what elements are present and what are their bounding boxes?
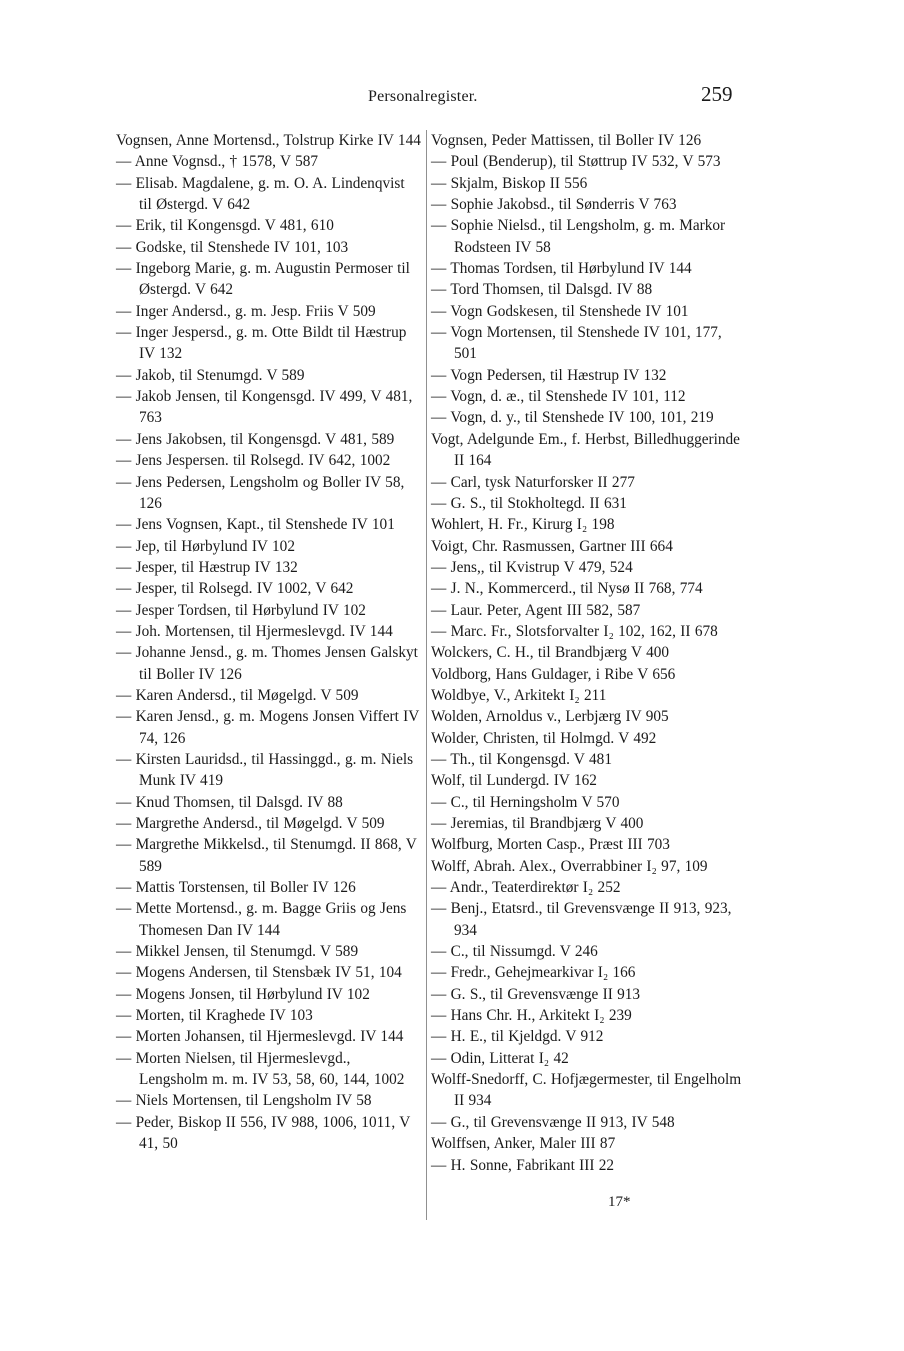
index-entry: Wolden, Arnoldus v., Lerbjærg IV 905 — [431, 708, 669, 726]
index-entry: — Carl, tysk Naturforsker II 277 — [431, 473, 635, 491]
index-entry: — Jesper, til Hæstrup IV 132 — [116, 558, 298, 576]
index-entry: Vogt, Adelgunde Em., f. Herbst, Billedhuggerinde II 164 — [431, 430, 740, 470]
index-entry: — Jeremias, til Brandbjærg V 400 — [431, 815, 644, 832]
index-entry: — Inger Andersd., g. m. Jesp. Friis V 509 — [116, 302, 376, 320]
index-entry: — Joh. Mortensen, til Hjermeslevgd. IV 144 — [116, 622, 393, 640]
index-entry: — Jep, til Hørbylund IV 102 — [116, 537, 295, 555]
index-entry: Woldbye, V., Arkitekt I₂ 211 — [431, 686, 607, 704]
index-entry: — G., til Grevensvænge II 913, IV 548 — [431, 1113, 675, 1131]
index-entry: — Jens Jespersen. til Rolsegd. IV 642, 1002 — [116, 452, 391, 470]
index-entry: — Vogn Mortensen, til Stenshede IV 101, 177, 501 — [431, 324, 722, 363]
index-entry: — Vogn, d. y., til Stenshede IV 100, 101, 219 — [431, 409, 714, 427]
index-entry: — Jesper, til Rolsegd. IV 1002, V 642 — [116, 580, 354, 598]
index-entry: — Niels Mortensen, til Lengsholm IV 58 — [116, 1092, 372, 1110]
index-entry: — Godske, til Stenshede IV 101, 103 — [116, 238, 349, 256]
index-entry: Wolder, Christen, til Holmgd. V 492 — [431, 729, 657, 747]
index-entry: — Thomas Tordsen, til Hørbylund IV 144 — [431, 260, 692, 278]
index-entry: — Vogn Godskesen, til Stenshede IV 101 — [431, 302, 689, 320]
index-entry: — Mogens Andersen, til Stensbæk IV 51, 104 — [116, 964, 402, 982]
index-entry: — Jens Pedersen, Lengsholm og Boller IV 58, 126 — [116, 473, 405, 512]
index-entry: — Mogens Jonsen, til Hørbylund IV 102 — [116, 985, 370, 1003]
index-entry: — Karen Andersd., til Møgelgd. V 509 — [116, 686, 359, 704]
index-entry: — Jens,, til Kvistrup V 479, 524 — [431, 558, 633, 576]
index-entry: — G. S., til Grevensvænge II 913 — [431, 985, 641, 1003]
index-entry: — C., til Herningsholm V 570 — [431, 793, 620, 811]
index-entry: — Tord Thomsen, til Dalsgd. IV 88 — [431, 281, 653, 299]
index-entry: — Mette Mortensd., g. m. Bagge Griis og Jens Thomesen Dan IV 144 — [116, 900, 407, 939]
left-column — [116, 130, 421, 1155]
index-entry: — Jakob Jensen, til Kongensgd. IV 499, V 481, 763 — [116, 388, 413, 427]
index-entry: — Vogn Pedersen, til Hæstrup IV 132 — [431, 366, 667, 384]
index-entry: — Johanne Jensd., g. m. Thomes Jensen Galskyt til Boller IV 126 — [116, 644, 418, 683]
index-entry: — Mikkel Jensen, til Stenumgd. V 589 — [116, 943, 359, 961]
page-header — [0, 82, 904, 112]
running-title: Personalregister. — [368, 88, 478, 105]
index-entry: — Andr., Teaterdirektør I₂ 252 — [431, 879, 621, 897]
index-entry: — H. Sonne, Fabrikant III 22 — [431, 1156, 615, 1174]
index-entry: — Anne Vognsd., † 1578, V 587 — [116, 153, 319, 171]
index-entry: Wohlert, H. Fr., Kirurg I₂ 198 — [431, 516, 615, 534]
index-entry: — Jakob, til Stenumgd. V 589 — [116, 366, 305, 384]
index-entry: Vognsen, Peder Mattissen, til Boller IV 126 — [431, 132, 702, 149]
index-entry: — Knud Thomsen, til Dalsgd. IV 88 — [116, 793, 343, 811]
index-entry: — Kirsten Lauridsd., til Hassinggd., g. m. Niels Munk IV 419 — [116, 750, 414, 790]
index-entry: Voldborg, Hans Guldager, i Ribe V 656 — [431, 665, 676, 683]
index-entry: Wolffsen, Anker, Maler III 87 — [431, 1135, 616, 1153]
index-entry: — Karen Jensd., g. m. Mogens Jonsen Viffert IV 74, 126 — [116, 708, 420, 747]
index-entry: Wolckers, C. H., til Brandbjærg V 400 — [431, 644, 670, 662]
index-entry: — Vogn, d. æ., til Stenshede IV 101, 112 — [431, 388, 686, 406]
index-entry: Vognsen, Anne Mortensd., Tolstrup Kirke IV 144 — [116, 132, 421, 149]
index-entry: — Margrethe Andersd., til Møgelgd. V 509 — [116, 815, 385, 832]
index-entry: — Jens Vognsen, Kapt., til Stenshede IV 101 — [116, 516, 395, 534]
index-entry: — Poul (Benderup), til Støttrup IV 532, V 573 — [431, 153, 721, 171]
index-entry: — H. E., til Kjeldgd. V 912 — [431, 1028, 604, 1046]
signature-mark: 17* — [608, 1194, 631, 1210]
page-number: 259 — [701, 82, 733, 106]
index-entry: — Elisab. Magdalene, g. m. O. A. Lindenqvist til Østergd. V 642 — [116, 174, 405, 214]
index-entry: — Inger Jespersd., g. m. Otte Bildt til Hæstrup IV 132 — [116, 324, 407, 363]
index-entry: Wolff-Snedorff, C. Hofjægermester, til Engelholm II 934 — [431, 1071, 742, 1110]
column-divider — [426, 130, 427, 1220]
index-entry: Wolf, til Lundergd. IV 162 — [431, 772, 597, 790]
index-entry: — Fredr., Gehejmearkivar I₂ 166 — [431, 964, 636, 982]
index-entry: — Margrethe Mikkelsd., til Stenumgd. II 868, V 589 — [116, 836, 417, 875]
index-entry: — Sophie Nielsd., til Lengsholm, g. m. Markor Rodsteen IV 58 — [431, 217, 726, 256]
index-entry: — Ingeborg Marie, g. m. Augustin Permoser til Østergd. V 642 — [116, 260, 410, 299]
index-entry: — Morten, til Kraghede IV 103 — [116, 1007, 313, 1025]
index-entry: — J. N., Kommercerd., til Nysø II 768, 774 — [431, 580, 703, 598]
index-entry: — Odin, Litterat I₂ 42 — [431, 1049, 569, 1067]
index-entry: — Hans Chr. H., Arkitekt I₂ 239 — [431, 1007, 632, 1025]
index-entry: — Mattis Torstensen, til Boller IV 126 — [116, 879, 356, 897]
index-entry: — Benj., Etatsrd., til Grevensvænge II 913, 923, 934 — [431, 900, 732, 939]
index-entry: Wolfburg, Morten Casp., Præst III 703 — [431, 836, 670, 854]
right-column — [431, 130, 743, 1176]
index-entry: — Marc. Fr., Slotsforvalter I₂ 102, 162, II 678 — [431, 622, 718, 640]
index-entry: Voigt, Chr. Rasmussen, Gartner III 664 — [431, 537, 673, 555]
index-entry: — Th., til Kongensgd. V 481 — [431, 750, 612, 768]
index-entry: — Peder, Biskop II 556, IV 988, 1006, 1011, V 41, 50 — [116, 1113, 410, 1153]
index-entry: — G. S., til Stokholtegd. II 631 — [431, 494, 627, 512]
index-entry: — Jesper Tordsen, til Hørbylund IV 102 — [116, 601, 366, 619]
index-entry: Wolff, Abrah. Alex., Overrabbiner I₂ 97, 109 — [431, 857, 708, 875]
index-entry: — C., til Nissumgd. V 246 — [431, 943, 598, 961]
index-entry: — Laur. Peter, Agent III 582, 587 — [431, 601, 641, 619]
index-entry: — Skjalm, Biskop II 556 — [431, 174, 588, 192]
index-entry: — Sophie Jakobsd., til Sønderris V 763 — [431, 196, 677, 214]
index-entry: — Erik, til Kongensgd. V 481, 610 — [116, 217, 334, 235]
index-entry: — Morten Johansen, til Hjermeslevgd. IV 144 — [116, 1028, 404, 1046]
index-entry: — Morten Nielsen, til Hjermeslevgd., Lengsholm m. m. IV 53, 58, 60, 144, 1002 — [116, 1049, 405, 1089]
index-entry: — Jens Jakobsen, til Kongensgd. V 481, 589 — [116, 430, 395, 448]
